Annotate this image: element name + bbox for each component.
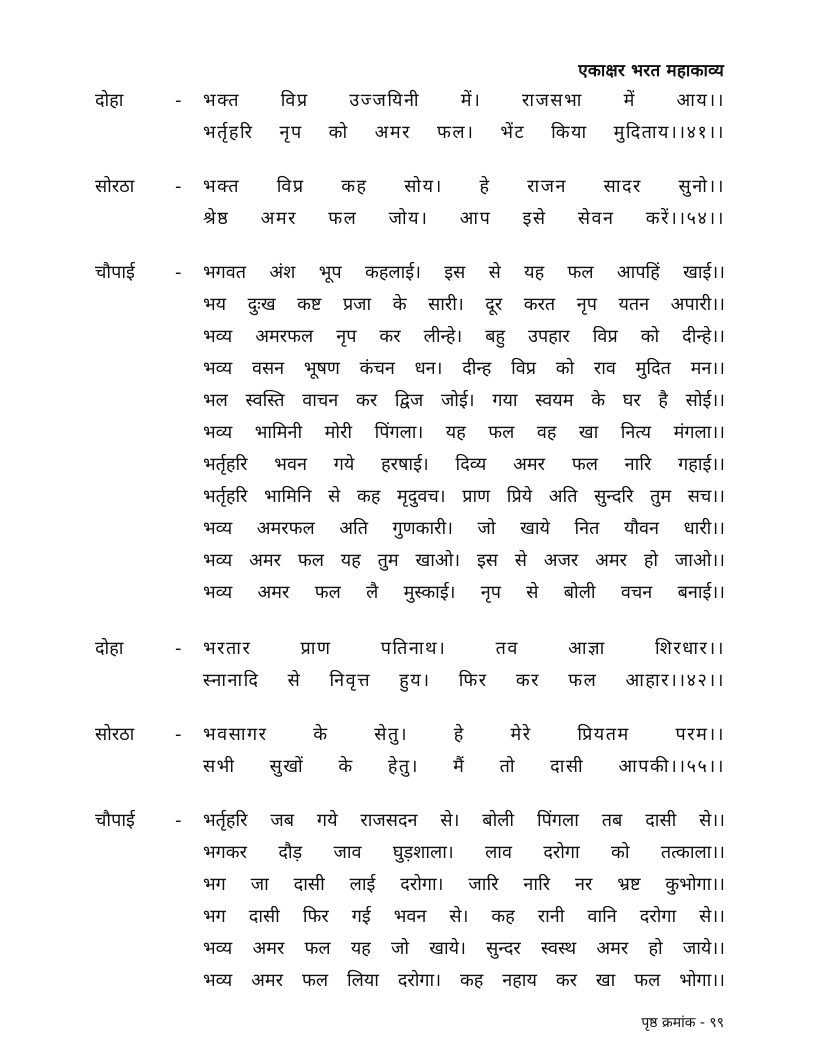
verse-row <box>95 968 725 1000</box>
verse-row <box>95 516 725 548</box>
verse-line: भव्य वसन भूषण कंचन धन। दीन्ह विप्र को राव मुदित मन।। <box>203 358 725 379</box>
verse-line: भर्तृहरि नृप को अमर फल। भेंट किया मुदिताय।।४१।। <box>203 122 725 143</box>
verse-row <box>95 388 725 420</box>
verse-line: भव्य अमर फल लिया दरोगा। कह नहाय कर खा फल भोगा।। <box>203 970 725 991</box>
verse-line: भक्त विप्र कह सोय। हे राजन सादर सुनो।। <box>203 176 725 197</box>
verse-type-label: चौपाई <box>95 810 135 831</box>
verse-row <box>95 754 725 786</box>
verse-row <box>95 292 725 324</box>
verse-dash: - <box>175 176 182 197</box>
verse-row <box>95 484 725 516</box>
verse-row <box>95 548 725 580</box>
verse-row <box>95 840 725 872</box>
sortha-stanza <box>95 174 725 238</box>
verse-line: भय दुःख कष्ट प्रजा के सारी। दूर करत नृप यतन अपारी।। <box>203 294 725 315</box>
verse-line: भग जा दासी लाई दरोगा। जारि नारि नर भ्रष्ट कुभोगा।। <box>203 874 725 895</box>
verse-line: श्रेष्ठ अमर फल जोय। आप इसे सेवन करें।।५४।। <box>203 208 725 229</box>
verse-line: भर्तृहरि भामिनि से कह मृदुवच। प्राण प्रिये अति सुन्दरि तुम सच।। <box>203 486 725 507</box>
verse-type-label: सोरठा <box>95 176 135 197</box>
sortha-stanza <box>95 722 725 786</box>
verse-dash: - <box>175 810 182 831</box>
verse-line: भव्य अमरफल अति गुणकारी। जो खाये नित यौवन धारी।। <box>203 518 725 539</box>
verse-row <box>95 668 725 700</box>
verse-row <box>95 420 725 452</box>
verse-type-label: सोरठा <box>95 724 135 745</box>
verse-line: भव्य भामिनी मोरी पिंगला। यह फल वह खा नित्य मंगला।। <box>203 422 725 443</box>
verse-row <box>95 120 725 152</box>
verse-row <box>95 174 725 206</box>
verse-row <box>95 872 725 904</box>
verse-line: भव्य अमर फल लै मुस्काई। नृप से बोली वचन बनाई।। <box>203 582 725 603</box>
verse-line: भगकर दौड़ जाव घुड़शाला। लाव दरोगा को तत्काला।। <box>203 842 725 863</box>
verse-line: भग दासी फिर गई भवन से। कह रानी वानि दरोगा से।। <box>203 906 725 927</box>
chaupai-stanza <box>95 808 725 1000</box>
verse-row <box>95 722 725 754</box>
verse-dash: - <box>175 262 182 283</box>
verse-row <box>95 452 725 484</box>
doha-stanza <box>95 88 725 152</box>
verse-line: भक्त विप्र उज्जयिनी में। राजसभा में आय।। <box>203 90 725 111</box>
doha-stanza <box>95 636 725 700</box>
chaupai-stanza <box>95 260 725 612</box>
verse-row <box>95 580 725 612</box>
verse-dash: - <box>175 638 182 659</box>
verse-type-label: दोहा <box>95 90 124 111</box>
verse-row <box>95 904 725 936</box>
verse-row <box>95 206 725 238</box>
verse-line: भगवत अंश भूप कहलाई। इस से यह फल आपहिं खाई।। <box>203 262 725 283</box>
verse-row <box>95 324 725 356</box>
book-title-header: एकाक्षर भरत महाकाव्य <box>578 61 724 81</box>
verse-type-label: चौपाई <box>95 262 135 283</box>
verse-dash: - <box>175 724 182 745</box>
verse-body <box>95 88 725 1022</box>
verse-row <box>95 356 725 388</box>
verse-row <box>95 808 725 840</box>
verse-type-label: दोहा <box>95 638 124 659</box>
verse-line: सभी सुखों के हेतु। मैं तो दासी आपकी।।५५।। <box>203 756 725 777</box>
verse-dash: - <box>175 90 182 111</box>
verse-line: भल स्वस्ति वाचन कर द्विज जोई। गया स्वयम के घर है सोई।। <box>203 390 725 411</box>
verse-line: भव्य अमरफल नृप कर लीन्हे। बहु उपहार विप्र को दीन्हे।। <box>203 326 725 347</box>
verse-line: भवसागर के सेतु। हे मेरे प्रियतम परम।। <box>203 724 725 745</box>
verse-line: भर्तृहरि भवन गये हरषाई। दिव्य अमर फल नारि गहाई।। <box>203 454 725 475</box>
verse-line: भरतार प्राण पतिनाथ। तव आज्ञा शिरधार।। <box>203 638 725 659</box>
verse-row <box>95 260 725 292</box>
verse-row <box>95 636 725 668</box>
verse-row <box>95 936 725 968</box>
verse-row <box>95 88 725 120</box>
page-number: पृष्ठ क्रमांक - ९९ <box>641 1015 724 1031</box>
verse-line: भव्य अमर फल यह तुम खाओ। इस से अजर अमर हो जाओ।। <box>203 550 725 571</box>
verse-line: भर्तृहरि जब गये राजसदन से। बोली पिंगला तब दासी से।। <box>203 810 725 831</box>
verse-line: स्नानादि से निवृत्त हुय। फिर कर फल आहार।।४२।। <box>203 670 725 691</box>
verse-line: भव्य अमर फल यह जो खाये। सुन्दर स्वस्थ अमर हो जाये।। <box>203 938 725 959</box>
